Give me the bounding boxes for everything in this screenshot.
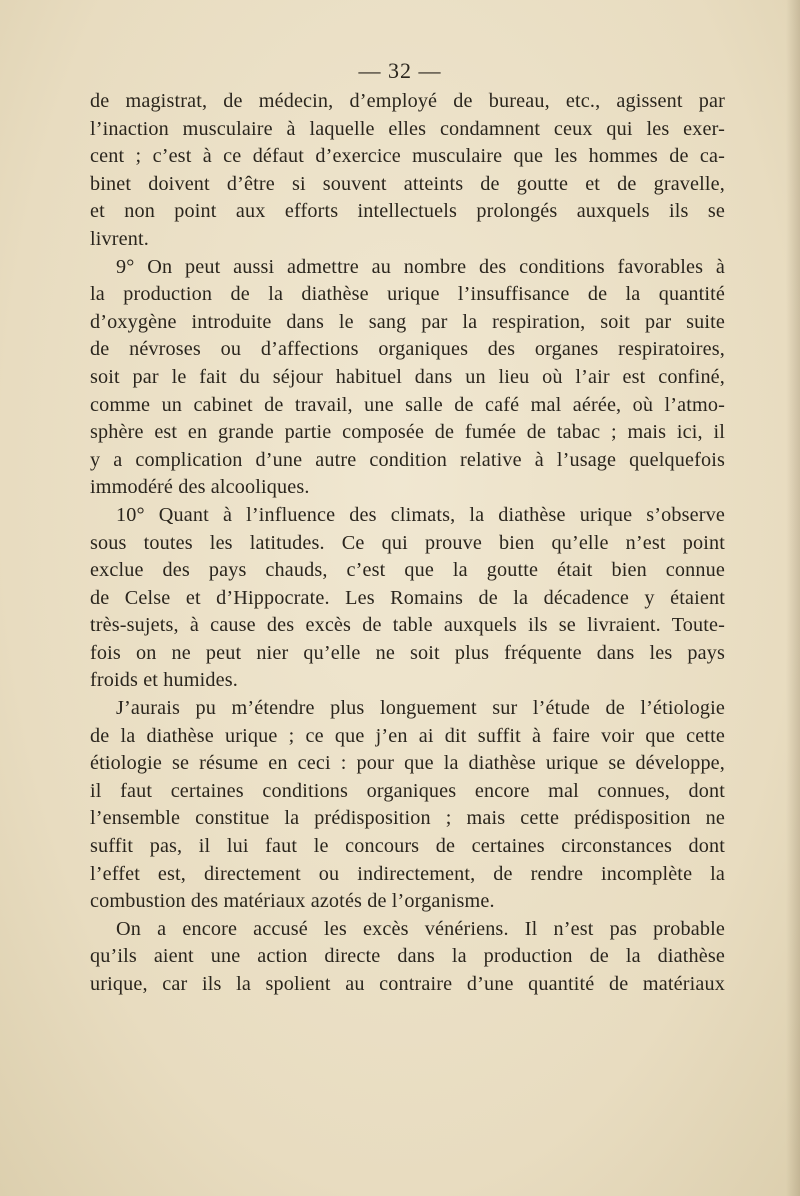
page-number: — 32 —	[358, 58, 442, 83]
text-line: qu’ils aient une action directe dans la production de la diathèse	[90, 945, 725, 968]
text-line: cent ; c’est à ce défaut d’exercice musculaire que les hommes de ca-	[90, 145, 725, 168]
text-line: la production de la diathèse urique l’insuffisance de la quantité	[90, 283, 725, 306]
text-line: l’ensemble constitue la prédisposition ; mais cette prédisposition ne	[90, 807, 725, 830]
text-line: de Celse et d’Hippocrate. Les Romains de la décadence y étaient	[90, 586, 725, 609]
text-line: de névroses ou d’affections organiques des organes respiratoires,	[90, 338, 725, 361]
text-line: l’effet est, directement ou indirectement, de rendre incomplète la	[90, 862, 725, 885]
page-edge-shadow	[786, 0, 800, 1196]
text-line: y a complication d’une autre condition relative à l’usage quelquefois	[90, 448, 725, 471]
text-line: On a encore accusé les excès vénériens. Il n’est pas probable	[116, 917, 725, 940]
text-line: de la diathèse urique ; ce que j’en ai dit suffit à faire voir que cette	[90, 724, 725, 747]
text-line: étiologie se résume en ceci : pour que la diathèse urique se développe,	[90, 752, 725, 775]
text-line: soit par le fait du séjour habituel dans un lieu où l’air est confiné,	[90, 365, 725, 388]
text-line: livrent.	[90, 227, 149, 250]
text-line: l’inaction musculaire à laquelle elles condamnent ceux qui les exer-	[90, 117, 725, 140]
text-line: urique, car ils la spolient au contraire d’une quantité de matériaux	[90, 973, 725, 995]
text-line: comme un cabinet de travail, une salle de café mal aérée, où l’atmo-	[90, 393, 725, 416]
text-line: immodéré des alcooliques.	[90, 476, 310, 499]
text-line: binet doivent d’être si souvent atteints de goutte et de gravelle,	[90, 172, 725, 195]
text-line: sous toutes les latitudes. Ce qui prouve bien qu’elle n’est point	[90, 531, 725, 554]
text-line: et non point aux efforts intellectuels prolongés auxquels ils se	[90, 200, 725, 223]
text-line: suffit pas, il lui faut le concours de certaines circonstances dont	[90, 835, 725, 858]
text-line: très-sujets, à cause des excès de table auxquels ils se livraient. Toute-	[90, 614, 725, 637]
text-line: d’oxygène introduite dans le sang par la respiration, soit par suite	[90, 310, 725, 333]
text-line: 10° Quant à l’influence des climats, la diathèse urique s’observe	[116, 503, 725, 526]
text-line: froids et humides.	[90, 669, 238, 692]
text-line: sphère est en grande partie composée de fumée de tabac ; mais ici, il	[90, 421, 725, 444]
text-line: fois on ne peut nier qu’elle ne soit plus fréquente dans les pays	[90, 641, 725, 664]
text-line: J’aurais pu m’étendre plus longuement sur l’étude de l’étiologie	[116, 697, 725, 720]
text-line: de magistrat, de médecin, d’employé de bureau, etc., agissent par	[90, 90, 725, 112]
text-line: 9° On peut aussi admettre au nombre des conditions favorables à	[116, 255, 725, 278]
page-body-text	[90, 88, 725, 999]
text-line: combustion des matériaux azotés de l’organisme.	[90, 890, 495, 913]
text-line: exclue des pays chauds, c’est que la goutte était bien connue	[90, 559, 725, 582]
text-line: il faut certaines conditions organiques encore mal connues, dont	[90, 779, 725, 802]
